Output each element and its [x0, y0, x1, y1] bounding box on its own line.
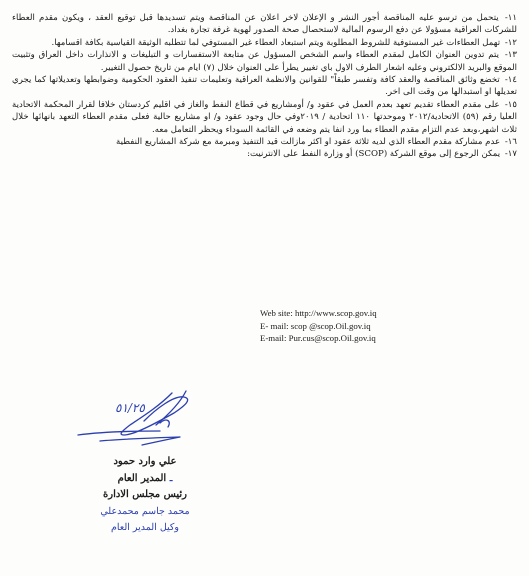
clause-number: ١٢-: [504, 37, 517, 48]
contact-info: [260, 307, 377, 345]
handwritten-date: ٥١/٢٥: [115, 401, 145, 415]
signatory-name: علي وارد حمود: [113, 456, 177, 467]
deputy-name: محمد جاسم محمدعلي: [100, 505, 190, 517]
signatory-title: [90, 471, 200, 488]
board-title: رئيس مجلس الادارة: [103, 489, 187, 500]
signature-block: [90, 454, 200, 536]
clause-text: تهمل العطاءات غير المستوفية للشروط المطلوبة ويتم استبعاد العطاء غير المستوفي لما تتطلبه الوثيقة القياسية بكافة اقسامها.: [51, 37, 501, 48]
signatory-title-text: المدير العام: [117, 472, 167, 484]
clause-14: [12, 74, 517, 99]
email-link-1[interactable]: E- mail: scop @scop.Oil.gov.iq: [260, 320, 371, 331]
email-link-2[interactable]: E-mail: Pur.cus@scop.Oil.gov.iq: [260, 333, 376, 343]
clause-number: ١٤-: [504, 75, 517, 86]
clause-11: [12, 12, 517, 37]
handwritten-signature: [60, 385, 230, 457]
clause-text: يمكن الرجوع إلى موقع الشركة (SCOP) أو وزارة النفط على الانترنيت:: [247, 149, 501, 160]
clause-text: عدم مشاركة مقدم العطاء الذي لديه ثلاثة عقود او اكثر مازالت قيد التنفيذ ومبرمة مع شركة المشاريع النفطية: [116, 137, 501, 148]
clause-13: [12, 49, 517, 74]
pen-mark-icon: ـ: [169, 473, 173, 484]
clause-text: على مقدم العطاء تقديم تعهد بعدم العمل في عقود و/ أومشاريع في قطاع النفط والغاز في اقليم كردستان خلافا لقرار المحكمة الاتحادية العليا رقم (٥٩) الاتحادية/٢٠١٢ وموحدتها ١١٠ اتحادية / ٢٠١٩وفي حال وجود عقود و/ او مشاريع حالية فعلى مقدم العطاء التعهد بانهائها خلال ثلاث اشهر،وبعد عدم التزام مقدم العطاء بما ورد انفا يتم وضعه في القائمة السوداء ويحظر التعامل معه.: [12, 99, 517, 135]
clause-number: ١٦-: [504, 137, 517, 148]
website-link[interactable]: Web site: http://www.scop.gov.iq: [260, 308, 377, 318]
clause-text: تخضع وثائق المناقصة والعقد كافة وتفسر طبقاً" للقوانين والانظمة العراقية وتعليمات تنفيذ العقود الحكومية وضوابطها وتعديلاتها كما يجري تعديلها او استبدالها من وقت الى اخر.: [12, 75, 517, 98]
clause-17: [12, 148, 517, 160]
tender-clauses: [12, 12, 517, 161]
clause-number: ١٣-: [504, 50, 517, 61]
clause-number: ١١-: [504, 13, 518, 23]
clause-15: [12, 99, 517, 136]
clause-text: يتم تدوين العنوان الكامل لمقدم العطاء واسم الشخص المسؤول عن متابعة الاستفسارات و التبليغات و الانذارات داخل العراق وتثبيت الموقع والبريد الالكتروني وعليه اشعار الطرف الاول باي تغيير يطرأ على العنوان خلال (٧) ايام من تاريخ حصول التغيير.: [12, 50, 517, 73]
clause-text: يتحمل من ترسو عليه المناقصة أجور النشر و الإعلان لاخر اعلان عن المناقصة ويتم تسديدها قبل توقيع العقد ، ويكون مقدم العطاء للشركات العراقية مسؤولا عن دفع الرسوم المالية لاستحصال صحة الصدور لهوية غرفة تجارة بغداد.: [12, 13, 517, 36]
clause-number: ١٧-: [504, 149, 517, 160]
clause-number: ١٥-: [504, 99, 518, 110]
clause-16: [12, 136, 517, 148]
clause-12: [12, 37, 517, 49]
deputy-title: وكيل المدير العام: [110, 521, 179, 533]
